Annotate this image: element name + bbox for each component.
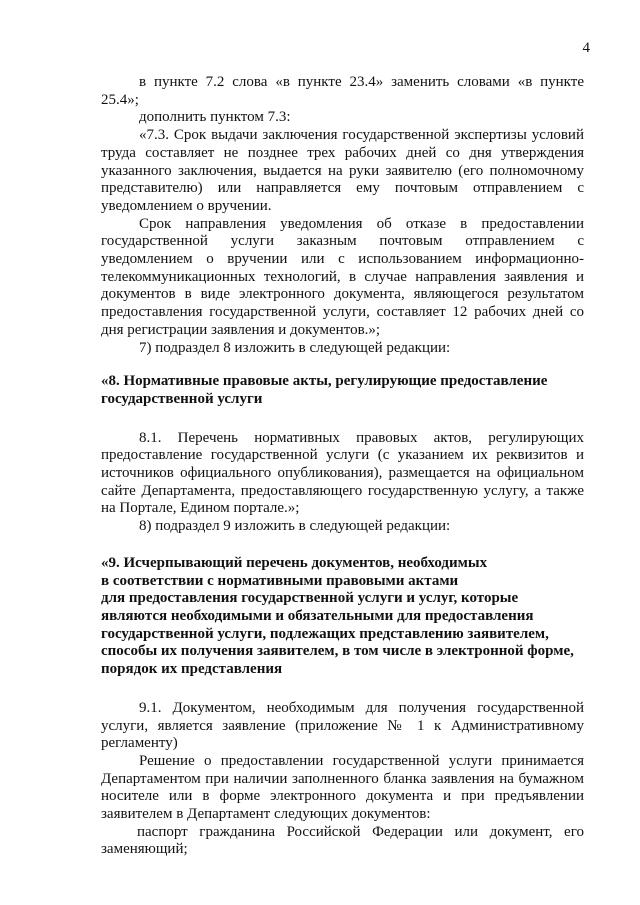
paragraph-passport: паспорт гражданина Российской Федерации или документ, его заменяющий; [101, 823, 584, 858]
paragraph-refusal-term: Срок направления уведомления об отказе в предоставлении государственной услуги заказным почтовым отправлением с уведомлением о вручении или с использованием информационно-телекоммуникационных технологий, в случае направления заявления и документов в виде электронного документа, являющегося результатом предоставления государственной услуги, составляет 12 рабочих дней со дня регистрации заявления и документов.»; [101, 215, 584, 338]
heading-section-9-line-6: способы их получения заявителем, в том числе в электронной форме, [101, 643, 574, 660]
heading-section-9-line-7: порядок их представления [101, 661, 283, 678]
page-number: 4 [582, 40, 590, 56]
paragraph-7-3-term: «7.3. Срок выдачи заключения государственной экспертизы условий труда составляет не позднее трех рабочих дней со дня утверждения указанного заключения, выдается на руки заявителю (его полномочному представителю) или направляется ему почтовым отправлением с уведомлением о вручении. [101, 127, 584, 214]
paragraph-subsection-9-intro: 8) подраздел 9 изложить в следующей редакции: [139, 518, 451, 535]
heading-section-9-line-1: «9. Исчерпывающий перечень документов, необходимых [101, 554, 488, 571]
paragraph-amend-7-2: в пункте 7.2 слова «в пункте 23.4» заменить словами «в пункте 25.4»; [101, 74, 584, 108]
paragraph-9-1: 9.1. Документом, необходимым для получения государственной услуги, является заявление (приложение № 1 к Административному регламенту) [101, 699, 584, 752]
heading-section-9-line-5: государственной услуги, подлежащих представлению заявителем, [101, 625, 549, 642]
paragraph-subsection-8-intro: 7) подраздел 8 изложить в следующей редакции: [139, 339, 451, 356]
paragraph-decision: Решение о предоставлении государственной услуги принимается Департаментом при наличии заполненного бланка заявления на бумажном носителе или в форме электронного документа и при предъявлении заявителем в Департамент следующих документов: [101, 752, 584, 823]
paragraph-8-1: 8.1. Перечень нормативных правовых актов, регулирующих предоставление государственной услуги (с указанием их реквизитов и источников официального опубликования), размещается на официальном сайте Департамента, предоставляющего государственную услугу, а также на Портале, Едином портале.»; [101, 429, 584, 517]
heading-section-9-line-3: для предоставления государственной услуги и услуг, которые [101, 590, 519, 607]
heading-section-9-line-4: являются необходимыми и обязательными для предоставления [101, 607, 534, 624]
heading-section-9-line-2: в соответствии с нормативными правовыми актами [101, 572, 459, 589]
heading-section-8-line-2: государственной услуги [101, 390, 263, 407]
document-body [101, 74, 584, 859]
paragraph-add-7-3: дополнить пунктом 7.3: [139, 109, 291, 126]
heading-section-8-line-1: «8. Нормативные правовые акты, регулирующие предоставление [101, 373, 548, 390]
